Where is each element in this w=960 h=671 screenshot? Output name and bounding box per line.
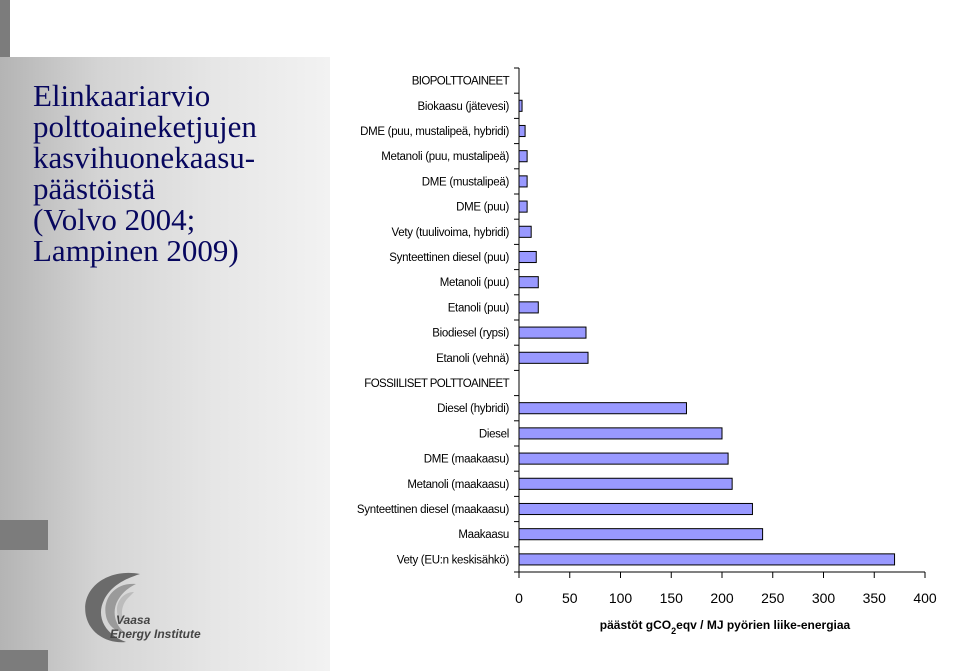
bar (519, 327, 586, 338)
title-line: Elinkaariarvio (33, 78, 211, 113)
x-tick-label: 350 (862, 590, 886, 606)
x-tick-label: 200 (710, 590, 734, 606)
bar (519, 403, 686, 414)
title-line: päästöistä (33, 171, 156, 206)
title-line: kasvihuonekaasu- (33, 140, 256, 175)
category-label: Vety (tuulivoima, hybridi) (391, 226, 509, 239)
category-label: Etanoli (vehnä) (436, 352, 509, 365)
bar (519, 176, 527, 187)
category-label: Etanoli (puu) (447, 302, 509, 315)
logo-text-line1: Vaasa (116, 613, 151, 627)
category-label: Synteettinen diesel (maakaasu) (356, 504, 509, 516)
bar (519, 478, 732, 489)
y-axis-ticks (514, 68, 519, 572)
title-line: polttoaineketjujen (33, 109, 257, 144)
title-line: Lampinen 2009) (33, 233, 239, 268)
bar (519, 352, 588, 363)
x-axis-title-prefix: päästöt gCO (599, 618, 672, 632)
category-label: Biokaasu (jätevesi) (417, 100, 509, 113)
category-label: Diesel (478, 428, 509, 441)
bar (519, 151, 527, 162)
bar (519, 554, 895, 565)
category-label: Metanoli (puu, mustalipeä) (381, 151, 509, 164)
category-label: Vety (EU:n keskisähkö) (396, 554, 509, 567)
bar (519, 226, 531, 237)
category-labels (357, 76, 510, 567)
category-group-header: FOSSIILISET POLTTOAINEET (364, 378, 509, 390)
category-label: DME (puu) (456, 201, 509, 214)
bar (519, 125, 525, 136)
bar (519, 302, 538, 313)
bar (519, 201, 527, 212)
bar (519, 503, 752, 514)
x-tick-label: 150 (659, 590, 683, 606)
bar (519, 251, 536, 262)
category-label: Metanoli (puu) (439, 277, 509, 290)
x-tick-label: 0 (515, 590, 523, 606)
x-tick-label: 100 (608, 590, 633, 606)
x-axis-ticks (515, 572, 937, 606)
bar (519, 453, 728, 464)
category-label: DME (maakaasu) (423, 453, 509, 466)
bar (519, 428, 722, 439)
x-tick-label: 300 (811, 590, 836, 606)
category-label: Metanoli (maakaasu) (407, 478, 509, 491)
x-tick-label: 400 (913, 590, 937, 606)
logo-text-line2: Energy Institute (110, 627, 201, 641)
bar (519, 529, 763, 540)
x-tick-label: 250 (761, 590, 785, 606)
title-line: (Volvo 2004; (33, 202, 196, 237)
category-label: Maakaasu (458, 529, 509, 542)
bars (519, 100, 895, 565)
category-label: Synteettinen diesel (puu) (389, 252, 509, 264)
category-label: Biodiesel (rypsi) (432, 327, 509, 340)
category-label: Diesel (hybridi) (437, 403, 509, 416)
category-group-header: BIOPOLTTOAINEET (411, 75, 509, 88)
bar (519, 277, 538, 288)
x-tick-label: 50 (561, 590, 578, 606)
x-axis-title-suffix: eqv / MJ pyörien liike-energiaa (676, 618, 851, 632)
x-axis-title-subscript: 2 (671, 626, 677, 636)
x-axis-title (600, 618, 851, 636)
category-label: DME (puu, mustalipeä, hybridi) (360, 126, 509, 138)
category-label: DME (mustalipeä) (421, 176, 509, 189)
